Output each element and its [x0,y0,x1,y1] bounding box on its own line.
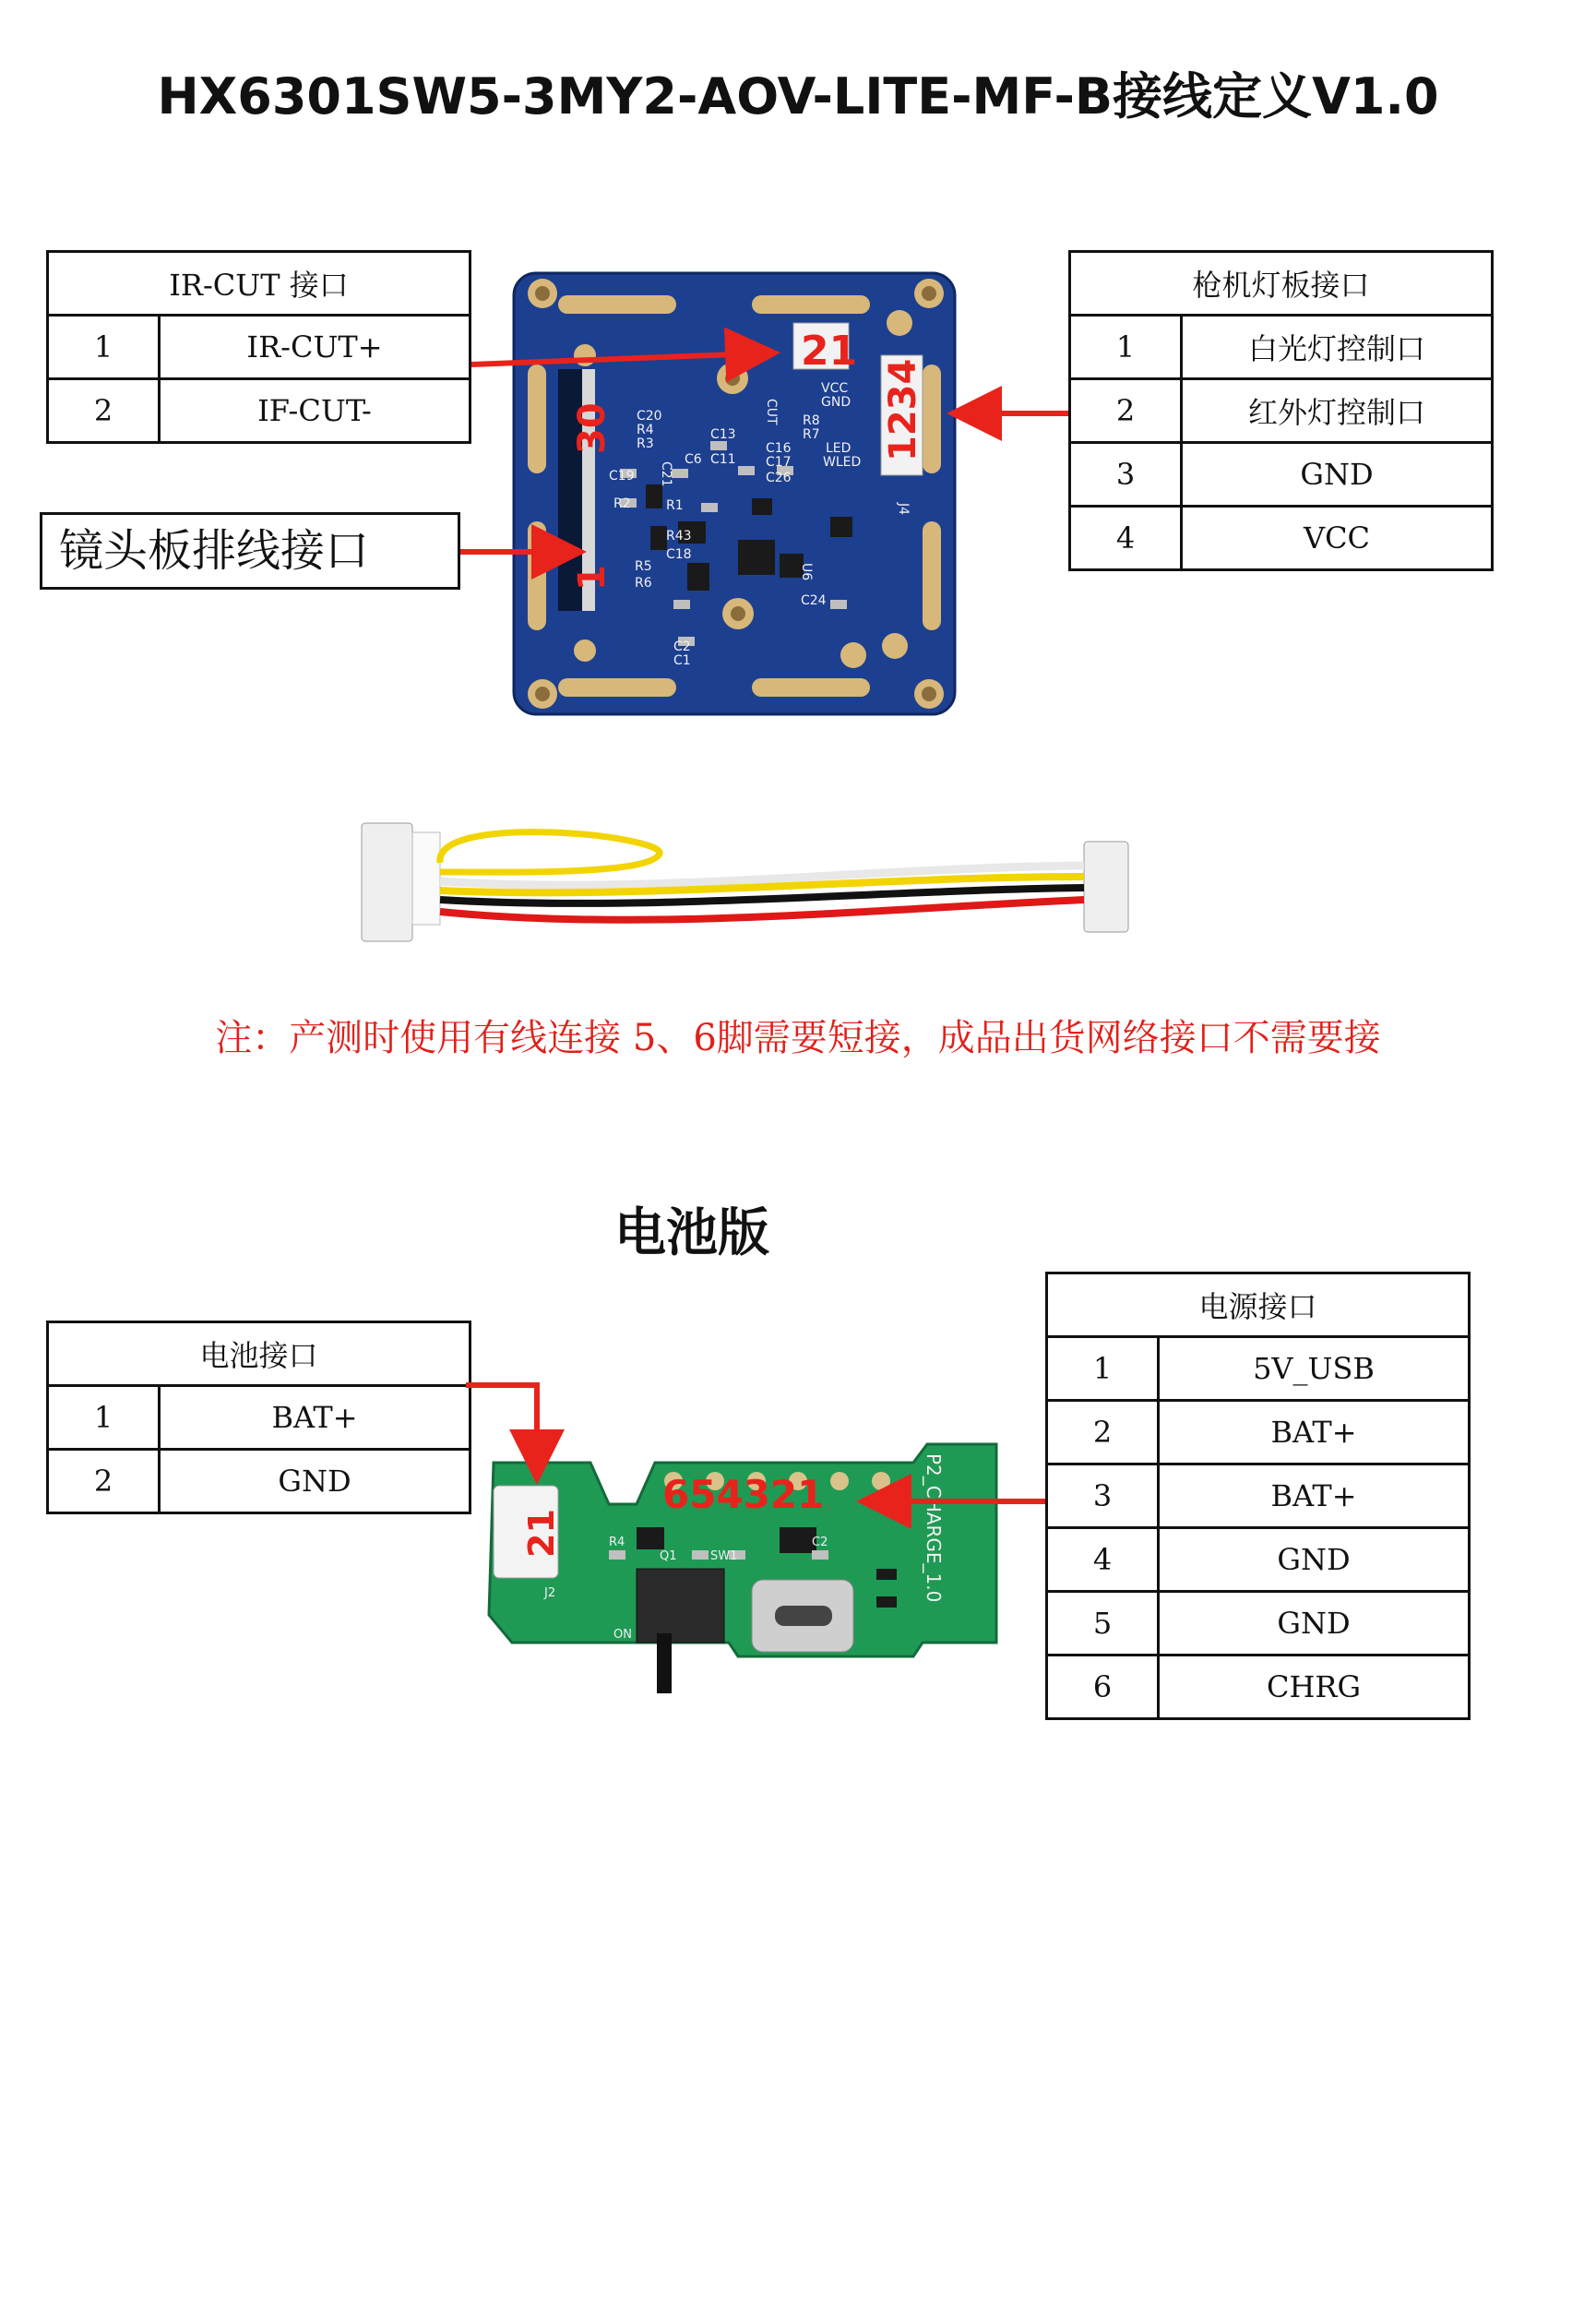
silk-label: C16 [766,441,792,456]
silk-label: C17 [766,455,792,470]
pin-number: 4 [1047,1528,1159,1592]
silk-label: C11 [710,452,736,467]
silk-label: C2 [812,1536,828,1549]
silk-label: C13 [710,427,736,442]
pin-number: 3 [1047,1464,1159,1528]
pin-name: 白光灯控制口 [1182,316,1493,379]
silk-label: C24 [801,593,827,608]
pin-name: GND [1159,1592,1470,1656]
silk-label: Q1 [660,1549,677,1563]
pin-number: 3 [1070,443,1182,507]
pin-name: GND [160,1450,470,1513]
pin-number: 1 [48,316,160,379]
cable-figure [362,823,1128,941]
pin-name: IR-CUT+ [160,316,470,379]
fpc-top-pin-label: 30 [571,402,613,454]
document-title: HX6301SW5-3MY2-AOV-LITE-MF-B接线定义V1.0 [157,67,1439,126]
fpc-bottom-pin-label: 1 [571,565,613,591]
pin-number: 2 [48,379,160,443]
ircut-table-header: IR-CUT 接口 [48,252,470,316]
silk-label: C21 [659,461,673,487]
arrow-battery [466,1385,537,1463]
lens-cable-label: 镜头板排线接口 [40,512,460,590]
pin-name: IF-CUT- [160,379,470,443]
silk-label: R7 [803,427,820,442]
pin-number: 1 [1047,1337,1159,1401]
silk-label: R6 [635,576,652,591]
power-port-header: 电源接口 [1047,1273,1470,1337]
silk-label: C6 [685,452,702,467]
pin-name: 红外灯控制口 [1182,379,1493,443]
silk-label: C1 [673,653,691,668]
pin-name: BAT+ [160,1386,470,1450]
battery-section-title: 电池版 [614,1203,769,1263]
silk-label: U6 [799,563,814,581]
pin-name: GND [1182,443,1493,507]
silk-label: R4 [637,423,654,437]
battery-pin-label: 21 [521,1509,562,1558]
silk-label: CUT [764,399,779,425]
silk-label: R8 [803,413,820,428]
silk-label: C18 [666,547,692,562]
pin-name: VCC [1182,507,1493,570]
main-board-figure [0,0,1596,1107]
silk-label: WLED [823,455,862,470]
silk-label: LED [826,441,852,456]
gun-light-table-header: 枪机灯板接口 [1070,252,1493,316]
pin-number: 6 [1047,1656,1159,1719]
silk-label: VCC [821,381,849,396]
pin-number: 2 [1047,1401,1159,1464]
pin-number: 5 [1047,1592,1159,1656]
silk-label: GND [821,395,852,410]
silk-label: ON [613,1628,632,1642]
silk-label: R43 [666,529,692,544]
silk-label: R5 [635,559,652,574]
pin-name: BAT+ [1159,1401,1470,1464]
ircut-pin-label: 21 [801,328,858,375]
silk-label: J4 [896,503,911,516]
pin-name: BAT+ [1159,1464,1470,1528]
silk-label: R2 [613,496,631,511]
power-switch [637,1569,724,1643]
silk-label: R4 [609,1536,625,1549]
power-pin-label: 654321 [662,1472,825,1517]
pin-number: 4 [1070,507,1182,570]
pin-number: 2 [1070,379,1182,443]
pin-number: 2 [48,1450,160,1513]
silk-label: C26 [766,471,792,485]
silk-label: SW1 [710,1549,738,1563]
silk-label: P2_CHARGE_1.0 [923,1453,945,1603]
pin-number: 1 [48,1386,160,1450]
charge-board-figure [0,1338,1596,1726]
silk-label: C19 [609,469,635,484]
pin-name: 5V_USB [1159,1337,1470,1401]
light-pin-label: 1234 [882,358,924,461]
silk-label: C2 [673,640,691,654]
silk-label: J2 [544,1586,556,1600]
production-note: 注：产测时使用有线连接 5、6脚需要短接，成品出货网络接口不需要接 [215,1017,1381,1059]
battery-port-header: 电池接口 [48,1322,470,1386]
silk-label: R3 [637,436,654,451]
silk-label: R1 [666,498,684,513]
silk-label: C20 [637,409,662,424]
pin-name: GND [1159,1528,1470,1592]
pin-name: CHRG [1159,1656,1470,1719]
pin-number: 1 [1070,316,1182,379]
